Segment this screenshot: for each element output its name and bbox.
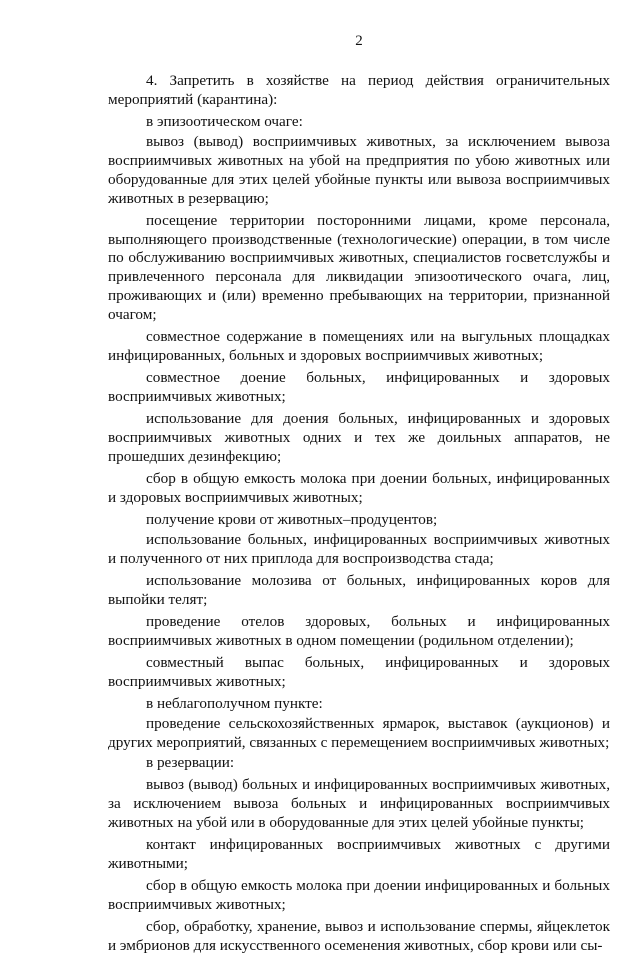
- paragraph-visiting-territory: посещение территории посторонними лицами, кроме персонала, выполняющего производственные (технологические) операции, в том числе по обслуживанию восприимчивых животных, специалистов госветслужбы и привлеченного персонала для ликвидации эпизоотического очага, лиц, проживающих и (или) временно пребывающих на территории, признанной очагом;: [108, 211, 610, 324]
- paragraph-colostrum-use: использование молозива от больных, инфицированных коров для выпойки телят;: [108, 572, 610, 608]
- paragraph-reproduction-use: использование больных, инфицированных восприимчивых животных и полученного от них приплода для воспроизводства стада;: [108, 531, 610, 567]
- paragraph-sperm-embryos: сбор, обработку, хранение, вывоз и использование спермы, яйцеклеток и эмбрионов для искусственного осеменения животных, сбор крови или сы-: [108, 917, 610, 954]
- paragraph-animal-contact: контакт инфицированных восприимчивых животных с другими животными;: [108, 835, 610, 872]
- paragraph-epizootic-focus-heading: в эпизоотическом очаге:: [146, 112, 303, 130]
- paragraph-fairs-exhibitions: проведение сельскохозяйственных ярмарок, выставок (аукционов) и других мероприятий, связанных с перемещением восприимчивых животных;: [108, 714, 610, 751]
- paragraph-joint-milking: совместное доение больных, инфицированных и здоровых восприимчивых животных;: [108, 369, 610, 406]
- paragraph-export-animals: вывоз (вывод) восприимчивых животных, за исключением вывоза восприимчивых животных на убой на предприятия по убою животных или оборудованные для этих целей убойные пункты или вывоза восприимчивых животных в резервацию;: [108, 132, 610, 207]
- paragraph-unfavorable-point-heading: в неблагополучном пункте:: [146, 695, 323, 713]
- paragraph-reservation-heading: в резервации:: [146, 753, 235, 771]
- paragraph-reservation-export: вывоз (вывод) больных и инфицированных восприимчивых животных, за исключением вывоза больных и инфицированных восприимчивых животных на убой или в оборудованные для этих целей убойные пункты;: [108, 775, 610, 831]
- paragraph-milking-machines: использование для доения больных, инфицированных и здоровых восприимчивых животных одних и тех же доильных аппаратов, не прошедших дезинфекцию;: [108, 410, 610, 466]
- paragraph-joint-grazing: совместный выпас больных, инфицированных и здоровых восприимчивых животных;: [108, 654, 610, 690]
- paragraph-milk-collection: сбор в общую емкость молока при доении больных, инфицированных и здоровых восприимчивых животных;: [108, 470, 610, 507]
- paragraph-calving: проведение отелов здоровых, больных и инфицированных восприимчивых животных в одном помещении (родильном отделении);: [108, 613, 610, 649]
- paragraph-item-4: 4. Запретить в хозяйстве на период действия ограничительных мероприятий (карантина):: [108, 71, 610, 108]
- page-number: 2: [355, 33, 363, 49]
- paragraph-blood-collection: получение крови от животных–продуцентов;: [146, 511, 438, 529]
- paragraph-joint-keeping: совместное содержание в помещениях или на выгульных площадках инфицированных, больных и здоровых восприимчивых животных;: [108, 328, 610, 365]
- paragraph-reservation-milk: сбор в общую емкость молока при доении инфицированных и больных восприимчивых животных;: [108, 876, 610, 913]
